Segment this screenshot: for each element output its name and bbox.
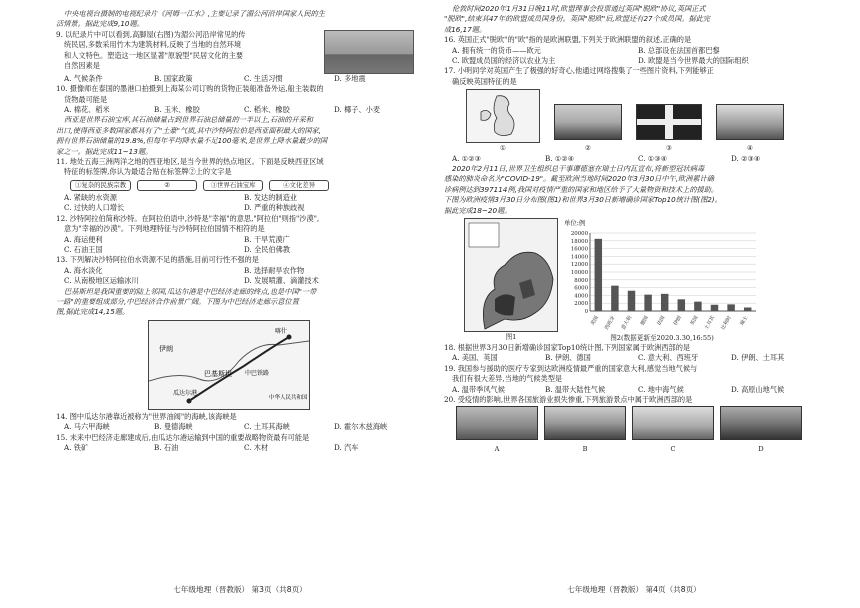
colosseum-photo (456, 406, 538, 440)
q12-option-d[interactable]: D. 全民伯佛教 (244, 244, 291, 254)
intro-11-13: 拥有世界石油储量的19.8%,但每年平均降水量不足100毫米,是世界上降水量最少的国 (56, 136, 328, 146)
q16-stem: 16. 英国正式"脱欧"的"欧"指的是欧洲联盟,下列关于欧洲联盟的叙述,正确的是 (444, 35, 692, 45)
q17-option-b[interactable]: B. ①②④ (545, 153, 575, 163)
x-tick-label: 英国 (689, 314, 700, 327)
q17-label-3: ③ (666, 144, 672, 153)
y-tick-label: 18000 (570, 238, 588, 245)
intro-11-13: 出口,使得西亚多数国家都具有了"土豪"气质,其中沙特阿拉伯是西亚面积最大的国家, (56, 125, 322, 135)
label-card-3: ③世界石油宝库 (203, 180, 263, 191)
y-tick-label: 20000 (570, 230, 588, 237)
map-label-kashgar: 喀什 (275, 327, 288, 335)
intro-9-10-line1: 中央电视台摄制的电视纪录片《河姆一江水》,主要记录了湄公河沿岸国家人民的生 (64, 9, 326, 18)
q13-stem: 13. 下列解决沙特阿拉伯水资源不足的措施,目前可行性不强的是 (56, 255, 259, 265)
q13-option-c[interactable]: C. 从南极地区运输冰川 (64, 276, 139, 286)
intro-9-10-line2: 活情景。据此完成9,10题。 (56, 19, 144, 29)
taj-mahal-photo (632, 406, 714, 440)
bar (711, 304, 718, 310)
q17-stem: 17. 小明同学对英国产生了极强的好奇心,他通过网络搜集了一些图片资料,下列能够正 (444, 66, 714, 76)
q11-stem: 11. 地处五海三洲两洋之地的西亚地区,是当今世界的热点地区。下面是反映西亚区域 (56, 157, 324, 167)
gwadar-port-dot (187, 398, 192, 403)
q12-option-c[interactable]: C. 石油王国 (64, 244, 103, 254)
map-label-gwadar: 瓜达尔港 (173, 389, 198, 397)
q17-label-2: ② (585, 144, 591, 153)
q19-option-c[interactable]: C. 地中海气候 (638, 384, 684, 394)
right-page (444, 0, 824, 608)
q15-option-a[interactable]: A. 铁矿 (64, 442, 89, 452)
q15-option-b[interactable]: B. 石油 (154, 442, 179, 452)
q9-options (64, 74, 424, 84)
q11-label-cards (70, 180, 424, 191)
cpec-route (189, 337, 289, 401)
y-tick-label: 8000 (574, 277, 588, 284)
q16-option-d[interactable]: D. 欧盟是当今世界最大的国际组织 (638, 56, 749, 66)
q10-option-c[interactable]: C. 稻米、橡胶 (244, 105, 290, 115)
western-europe-region (495, 295, 515, 316)
q17-image-1 (466, 89, 540, 153)
q20-photo-b[interactable] (544, 406, 626, 454)
q9-option-b[interactable]: B. 国家政策 (154, 73, 193, 83)
chart-unit-label: 单位:例 (564, 219, 586, 228)
q20-photo-a[interactable] (456, 406, 538, 454)
q19-options (452, 385, 824, 395)
figure-1-caption: 图1 (505, 333, 517, 342)
q9-option-c[interactable]: C. 生活习惯 (244, 73, 283, 83)
q9-stem: 和人文特色。塑造这一地区显著"原貌型"民居文化的主要 (64, 50, 244, 60)
q15-option-c[interactable]: C. 木材 (244, 442, 269, 452)
q18-options (452, 353, 824, 363)
stilt-house-photo (324, 30, 414, 74)
q10-option-d[interactable]: D. 椰子、小麦 (334, 105, 381, 115)
x-tick-label: 瑞士 (739, 314, 750, 327)
q10-option-b[interactable]: B. 玉米、橡胶 (154, 105, 200, 115)
q15-stem: 15. 未来中巴经济走廊建成后,由瓜达尔港运输到中国的重要战略物资最有可能是 (56, 432, 310, 442)
intro-16-17: 成16,17题。 (444, 24, 487, 34)
y-tick-label: 4000 (574, 292, 588, 299)
label-card-4: ④文化差异 (269, 180, 329, 191)
q11-option-b[interactable]: B. 发达的制造业 (244, 192, 297, 202)
q14-option-a[interactable]: A. 马六甲海峡 (64, 422, 110, 432)
y-tick-label: 16000 (570, 246, 588, 253)
q20-label-b: B (582, 444, 588, 453)
intro-14-15: 巴基斯坦是我国重要的陆上邻国,瓜达尔港是中巴经济走廊的终点,也是中国"一带 (64, 286, 317, 296)
x-tick-label: 法国 (656, 314, 667, 327)
q12-option-b[interactable]: B. 干旱荒漠广 (244, 234, 290, 244)
bar (661, 293, 668, 310)
x-tick-label: 比利时 (720, 314, 733, 331)
q18-option-a[interactable]: A. 美国、英国 (452, 353, 498, 363)
q13-option-b[interactable]: B. 选择耐旱农作物 (244, 265, 305, 275)
q19-option-a[interactable]: A. 温带季风气候 (452, 384, 505, 394)
q17-stem: 确反映英国特征的是 (452, 76, 517, 86)
x-tick-label: 德国 (639, 314, 650, 327)
q12-stem: 意为"幸福的沙漠"。下列地理特征与沙特阿拉伯国情不相符的是 (64, 224, 265, 234)
q19-stem: 19. 我国参与援助的医疗专家到达欧洲疫情最严重的国家意大利,感觉当地气候与 (444, 363, 698, 373)
q13-options (64, 266, 424, 287)
q11-stem: 特征的标签牌,你认为最适合贴在标签牌②上的文字是 (64, 167, 232, 177)
bar (727, 304, 734, 311)
q14-option-b[interactable]: B. 曼德海峡 (154, 422, 193, 432)
uk-outline (494, 96, 514, 136)
q20-stem: 20. 受疫情的影响,世界各国旅游业损失惨重,下列旅游景点中属于欧洲西部的是 (444, 394, 693, 404)
map-label-pakistan: 巴基斯坦 (204, 369, 232, 378)
q18-stem: 18. 根据世界3月30日新增确诊国家Top10统计图,下列国家属于欧洲西部的是 (444, 342, 691, 352)
intro-18-20: 据此完成18~20题。 (444, 205, 512, 215)
q12-options (64, 235, 424, 256)
bar (678, 299, 685, 311)
union-jack-flag (636, 104, 702, 140)
q19-option-b[interactable]: B. 温带大陆性气候 (545, 384, 606, 394)
q16-options (452, 46, 824, 67)
q17-label-4: ④ (747, 144, 753, 153)
top10-bar-chart (564, 229, 760, 333)
q18-option-c[interactable]: C. 意大利、西班牙 (638, 353, 699, 363)
bar (694, 301, 701, 310)
bar (611, 285, 618, 310)
cpec-map (148, 320, 310, 410)
q17-image-3 (636, 104, 702, 154)
y-tick-label: 10000 (570, 269, 588, 276)
bar (744, 307, 751, 311)
figures-row (464, 218, 824, 343)
q13-option-a[interactable]: A. 海水淡化 (64, 265, 103, 275)
q10-stem: 10. 摄像师在泰国的墨港口拍摄到上海某公司订购的货物正装船准备外运,船主装载的 (56, 84, 324, 94)
q16-option-b[interactable]: B. 总部设在法国首都巴黎 (638, 45, 720, 55)
q10-stem: 货物最可能是 (64, 94, 108, 104)
kashgar-dot (287, 334, 292, 339)
potala-palace-photo (720, 406, 802, 440)
q11-option-c[interactable]: C. 过快的人口增长 (64, 203, 125, 213)
label-card-2: ② (137, 180, 197, 191)
q12-option-a[interactable]: A. 海运便利 (64, 234, 103, 244)
q14-options (64, 422, 424, 432)
intro-16-17: "脱欧",结束其47年的欧盟成员国身份。英国"脱欧"后,欧盟还有27个成员国。据此完 (444, 14, 711, 24)
q10-option-a[interactable]: A. 棉花、稻米 (64, 105, 110, 115)
intro-18-20: 下图为欧洲疫情3月30日分布图(图1)和世界3月30日新增确诊国家Top10统计图(图2)。 (444, 195, 722, 205)
q17-label-1: ① (500, 144, 506, 153)
q20-label-d: D (758, 444, 764, 453)
q9-stem: 9. 以纪录片中可以看到,高脚屋(右图)为湄公河沿岸常见的传 (56, 29, 246, 39)
left-page (56, 0, 424, 608)
q17-option-d[interactable]: D. ②③④ (731, 153, 761, 163)
q17-option-c[interactable]: C. ①③④ (638, 153, 668, 163)
eiffel-tower-photo (716, 104, 784, 140)
q16-option-a[interactable]: A. 拥有统一的货币——欧元 (452, 45, 541, 55)
ireland-outline (481, 111, 491, 121)
q14-stem: 14. 图中瓜达尔港靠近被称为"世界油阀"的海峡,该海峡是 (56, 411, 237, 421)
x-tick-label: 西班牙 (603, 314, 617, 331)
y-tick-label: 0 (584, 308, 588, 315)
q17-options (452, 154, 824, 164)
q15-option-d[interactable]: D. 汽车 (334, 442, 359, 452)
x-tick-label: 伊朗 (672, 314, 684, 327)
q17-images (466, 89, 824, 153)
label-card-1: ①复杂的民族宗教 (70, 180, 131, 191)
q10-options (64, 105, 424, 115)
intro-18-20: 2020年2月11日,世界卫生组织总干事谭德塞在瑞士日内瓦宣布,将新型冠状病毒 (452, 164, 705, 174)
q9-stem: 自然因素是 (64, 61, 100, 71)
bar (595, 238, 602, 310)
page-footer-right: 七年级地理（晋教版） 第4页（共8页） (567, 584, 701, 594)
q9-block (56, 30, 424, 74)
y-tick-label: 14000 (570, 253, 588, 260)
q16-option-c[interactable]: C. 欧盟成员国的经济以农业为主 (452, 56, 556, 66)
q13-option-d[interactable]: D. 发展喷灌、滴灌技术 (244, 276, 319, 286)
q9-option-a[interactable]: A. 气候条件 (64, 73, 103, 83)
q20-label-a: A (494, 444, 500, 453)
q20-photo-c[interactable] (632, 406, 714, 454)
x-tick-label: 美国 (589, 314, 601, 327)
intro-16-17: 伦敦时间2020年1月31日晚11时,欧盟理事会投票通过英国"脱欧"协议,英国正式 (452, 4, 706, 13)
q11-options (64, 193, 424, 214)
q15-options (64, 443, 424, 453)
q14-option-d[interactable]: D. 霍尔木兹海峡 (334, 422, 388, 432)
intro-11-13: 西亚是世界石油宝库,其石油储量占到世界石油总储量的一半以上,石油的开采和 (64, 115, 313, 125)
figure-2-caption: 图2(数据更新至2020.3.30,16:55) (610, 333, 714, 342)
q20-photo-d[interactable] (720, 406, 802, 454)
intro-18-20: 诊病例达到397114例,我国对疫情严重的国家和地区给予了大量物资和技术上的援助。 (444, 184, 719, 194)
q20-label-c: C (670, 444, 676, 453)
x-tick-label: 意大利 (620, 314, 634, 331)
q9-stem: 统民居,多数采用竹木为建筑材料,反映了当地的自然环境 (64, 40, 242, 50)
q19-stem: 我们有很大差异,当地的气候类型是 (452, 374, 563, 384)
bar (644, 294, 651, 310)
bar (628, 290, 635, 310)
x-tick-label: 土耳其 (703, 314, 717, 331)
figure-2 (564, 218, 760, 343)
q9-option-d[interactable]: D. 多地震 (334, 73, 366, 83)
q17-option-a[interactable]: A. ①②③ (452, 153, 482, 163)
europe-landmass (483, 252, 553, 329)
y-tick-label: 2000 (574, 300, 588, 307)
q17-image-4 (716, 104, 784, 154)
uk-map (466, 89, 540, 143)
figure-1 (464, 218, 558, 343)
y-tick-label: 12000 (570, 261, 588, 268)
q11-option-a[interactable]: A. 紧缺的水资源 (64, 192, 117, 202)
intro-14-15: 图,据此完成14,15题。 (56, 307, 130, 317)
y-tick-label: 6000 (574, 285, 588, 292)
map-legend-box (469, 223, 499, 247)
q17-image-2 (554, 104, 622, 154)
q11-option-d[interactable]: D. 严重的种族歧视 (244, 203, 305, 213)
europe-epidemic-map (464, 218, 558, 332)
landmark-b-photo (544, 406, 626, 440)
map-label-iran: 伊朗 (159, 344, 173, 353)
q20-photos (456, 406, 824, 454)
q18-option-b[interactable]: B. 伊朗、德国 (545, 353, 591, 363)
map-label-railway: 中巴铁路 (245, 369, 270, 377)
map-label-china: 中华人民共和国 (269, 394, 308, 401)
q14-option-c[interactable]: C. 土耳其海峡 (244, 422, 290, 432)
intro-11-13: 家之一。据此完成11~13题。 (56, 146, 153, 156)
q12-stem: 12. 沙特阿拉伯简称沙特。在阿拉伯语中,沙特是"幸福"的意思,"阿拉伯"则指"沙漠", (56, 213, 320, 223)
q18-option-d[interactable]: D. 伊朗、土耳其 (731, 353, 785, 363)
page-footer-left: 七年级地理（晋教版） 第3页（共8页） (173, 584, 307, 594)
q19-option-d[interactable]: D. 高原山地气候 (731, 384, 785, 394)
intro-14-15: 一路"的重要组成部分,中巴经济合作前景广阔。下图为中巴经济走廊示意位置 (56, 296, 299, 306)
intro-18-20: 感染的肺炎命名为"COVID-19"。截至欧洲当地时间2020年3月30日中午,欧洲累计确 (444, 174, 714, 184)
big-ben-photo (554, 104, 622, 140)
